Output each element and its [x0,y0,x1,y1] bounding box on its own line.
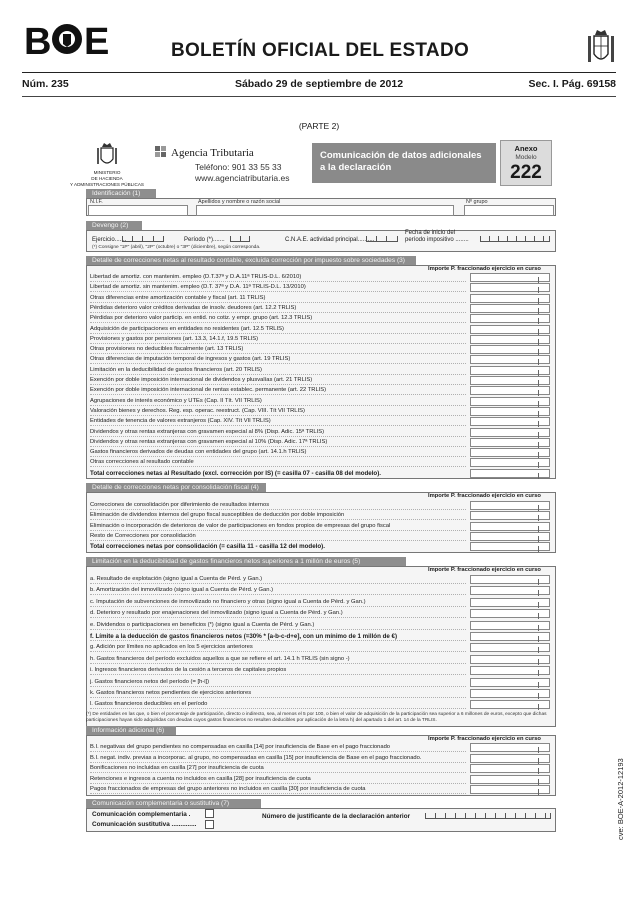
sec5-row-label: f. Límite a la deducción de gastos financieros netos (=30% * [a-b-c-d+e], con un mínimo de 1 millón de €) [90,633,398,640]
sec3-row-label: Dividendos y otras rentas extranjeras con gravamen especial al 10% (Disp. Adic. 17ª TRLIS) [90,438,328,445]
sec4-row-label: Eliminación o incorporación de deterioros de valor de participaciones en fondos propios de empresas del grupo fiscal [90,522,391,529]
sec3-row-label: Pérdidas por deterioro valor particip. en entid. no cotiz. y empr. grupo (art. 12.3 TRLIS) [90,315,313,322]
sec3-amount-field[interactable] [470,294,550,303]
sec4-total-field[interactable] [470,542,550,551]
model-box [500,140,552,186]
leader-line [90,594,466,595]
leader-line [90,606,466,607]
sec6-row-label: Bonificaciones no incluidas en casilla [27] por insuficiencia de cuota [90,765,264,772]
sec5-amount-field[interactable] [470,700,550,709]
sec3-row-label: Entidades de tenencia de valores extranjeros (Cap. XIV. Tít VII TRLIS) [90,418,271,425]
sec3-row-label: Valoración bienes y derechos. Reg. esp. operac. reestruct. (Cap. VIII. Tít VII TRLIS) [90,407,305,414]
ministry-block [62,142,152,188]
sec5-footnote: (*) De entidades en las que, o bien el porcentaje de participación, directo o indirecto, sea, al menos el 5 por 100, o bien el valor de adquisición de la participación sea superior a 6 millones de euros, excepto que dichas participaciones hayan sido adquiridas con deudas cuyos gastos financieros no resulten deducibles por aplicación de la letra h) del apartado 1 del art. 14 de la TRLIS. [86,712,547,723]
leader-line [90,793,466,794]
sec3-row-label: Dividendos y otras rentas extranjeras con gravamen especial al 8% (Disp. Adic. 15ª TRLIS) [90,428,325,435]
sec3-total-field[interactable] [470,469,550,478]
boe-logo [24,20,110,58]
issue-meta [22,78,616,92]
sec3-amount-field[interactable] [470,448,550,457]
sec3-row-label: Pérdidas deterioro valor créditos derivadas de insolv. deudores (art. 12.2 TRLIS) [90,304,297,311]
sec5-row-label: a. Resultado de explotación (signo igual a Cuenta de Pérd. y Gan.) [90,576,263,582]
nif-field[interactable] [88,205,188,216]
sec6-row-label: Retenciones e ingresos a cuenta no incluidos en casilla [28] por insuficiencia de cuota [90,775,311,782]
leader-line [90,617,466,618]
sec3-amount-field[interactable] [470,283,550,292]
sec7-title: Comunicación complementaria o sustitutiva (7) [86,799,261,808]
leader-line [90,651,466,652]
form-title-banner [312,143,496,183]
agency-name: Agencia Tributaria [171,147,254,159]
sec3-amount-field[interactable] [470,304,550,313]
sec4-total-label: Total correcciones netas por consolidación (= casilla 11 - casilla 12 del modelo). [90,543,325,551]
sec3-amount-field[interactable] [470,325,550,334]
sec3-row-label: Adquisición de participaciones en entidades no residentes (art. 12.5 TRLIS) [90,325,284,332]
sec3-amount-field[interactable] [470,407,550,416]
periodo-label: Período (*)....... [184,237,225,243]
issue-date: Sábado 29 de septiembre de 2012 [234,78,404,90]
parte-label: (PARTE 2) [298,121,340,131]
sec3-amount-field[interactable] [470,438,550,447]
sec3-total-label: Total correcciones netas al Resultado (excl. corrección por IS) (= casilla 07 - casilla 08 del modelo). [90,469,381,477]
sec3-row-label: Provisiones y gastos por pensiones (art. 13.3, 14.1.f, 19.5 TRLIS) [90,335,259,342]
form-title-line2: a la declaración [320,162,392,173]
sec3-amount-field[interactable] [470,355,550,364]
anexo-label: Anexo [514,144,538,153]
sustitutiva-label: Comunicación sustitutiva .............. [92,821,197,828]
fecha-label-1: Fecha de inicio del [405,230,456,236]
fecha-field[interactable] [480,233,550,242]
sec5-amount-field[interactable] [470,632,550,641]
spain-coat-of-arms-icon [585,28,617,68]
sec3-amount-field[interactable] [470,428,550,437]
sec3-amount-field[interactable] [470,345,550,354]
leader-line [90,708,466,709]
group-label: Nº grupo [466,199,488,205]
form-title-line1: Comunicación de datos adicionales [320,150,482,161]
sec3-amount-field[interactable] [470,314,550,323]
ejercicio-label: Ejercicio....... [92,237,127,243]
sec4-amount-field[interactable] [470,532,550,541]
sec5-amount-field[interactable] [470,575,550,584]
sec5-importe-head: Importe P. fraccionado ejercicio en curso [428,567,541,573]
sec3-amount-field[interactable] [470,335,550,344]
sec4-amount-field[interactable] [470,522,550,531]
sec3-amount-field[interactable] [470,273,550,282]
leader-line [90,674,466,675]
leader-line [90,640,466,641]
sec6-importe-head: Importe P. fraccionado ejercicio en curso [428,736,541,742]
sec3-row-label: Exención por doble imposición internacional de dividendos y plusvalías (art. 21 TRLIS) [90,377,313,383]
sec4-title: Detalle de correcciones netas por consolidación fiscal (4) [86,483,266,492]
sec6-row-label: Pagos fraccionados de empresas del grupo anteriores no incluidos en casilla [30] por insuficiencia de cuota [90,786,366,793]
sec5-row-label: e. Dividendos o participaciones en beneficios (*) (signo igual a Cuenta de Pérd. y Gan.) [90,621,315,628]
leader-line [90,686,466,687]
sec5-amount-field[interactable] [470,655,550,664]
agency-phone: Teléfono: 901 33 55 33 [195,162,282,172]
sec3-amount-field[interactable] [470,386,550,395]
sec3-amount-field[interactable] [470,458,550,467]
complementaria-checkbox[interactable] [205,809,214,818]
sec3-row-label: Libertad de amortiz. con mantenim. empleo (D.T.37ª y D.A.11ª TRLIS-D.L. 6/2010) [90,274,302,280]
sustitutiva-checkbox[interactable] [205,820,214,829]
cnae-field[interactable] [366,233,398,242]
sec5-row-label: j. Gastos financieros netos del período (= [h-i]) [90,678,210,685]
sec5-row-label: d. Deterioro y resultado por enajenaciones del inmovilizado (signo igual a Cuenta de Pérd. y Gan.) [90,610,343,617]
sec6-row-label: B.I. negat. indiv. previas a incorporac. al grupo, no compensadas en casilla [15] por insuficiencia de Base en el pago fraccionado. [90,754,422,761]
identificacion-title: Identificación (1) [86,189,156,198]
sec3-amount-field[interactable] [470,376,550,385]
svg-text:E: E [84,21,110,58]
sec5-amount-field[interactable] [470,666,550,675]
sec3-importe-head: Importe P. fraccionado ejercicio en curso [428,266,541,272]
header-rule [22,72,616,73]
sec4-row-label: Correcciones de consolidación por diferimiento de resultados internos [90,502,270,508]
sec3-row-label: Gastos financieros derivados de deudas con entidades del grupo (art. 14.1.h TRLIS) [90,449,307,456]
model-label: Modelo [515,154,537,161]
fecha-label-2: período impositivo ........ [405,237,469,243]
sec3-row-label: Otras diferencias de imputación temporal de ingresos y gastos (art. 19 TRLIS) [90,356,291,363]
ministry-line: MINISTERIO [93,170,121,175]
leader-line [90,663,466,664]
svg-text:B: B [24,21,52,58]
ejercicio-field[interactable] [122,233,164,242]
sec5-row-label: h. Gastos financieros del período excluidos aquellos a que se refiere el art. 14.1 h TRLIS (sin signo -) [90,655,350,662]
sec6-amount-field[interactable] [470,785,550,794]
section-page: Sec. I. Pág. 69158 [528,78,616,90]
leader-line [90,697,466,698]
sec5-amount-field[interactable] [470,689,550,698]
devengo-title: Devengo (2) [86,221,142,230]
periodo-note: (*) Consigne "1P" (abril), "2P" (octubre) o "3P" (diciembre), según corresponda. [92,245,261,250]
group-field[interactable] [464,205,554,216]
sec5-row-label: g. Adición por límites no aplicados en los 5 ejercicios anteriores [90,644,253,651]
sec5-amount-field[interactable] [470,609,550,618]
sec3-amount-field[interactable] [470,397,550,406]
agency-logo-icon [155,146,167,158]
justificante-field[interactable] [425,810,551,819]
sec3-amount-field[interactable] [470,366,550,375]
meta-rule [22,96,616,97]
sec5-row-label: k. Gastos financieros netos pendientes de ejercicios anteriores [90,690,252,696]
complementaria-label: Comunicación complementaria . [92,811,191,818]
sec5-amount-field[interactable] [470,678,550,687]
sec6-title: Información adicional (6) [86,726,176,735]
sec5-amount-field[interactable] [470,643,550,652]
sec3-row-label: Exención por doble imposición internacional de rentas establec. permanente (art. 22 TRLIS) [90,387,327,394]
sec5-row-label: c. Imputación de subvenciones de inmovilizado no financiero y otras (signo igual a Cuenta de Pérd. y Gan.) [90,598,366,605]
sec3-row-label: Otras provisiones no deducibles fiscalmente (art. 13 TRLIS) [90,346,244,353]
sec6-amount-field[interactable] [470,754,550,763]
sec5-amount-field[interactable] [470,586,550,595]
sec6-amount-field[interactable] [470,764,550,773]
leader-line [90,583,466,584]
sec3-title: Detalle de correcciones netas al resultado contable, excluida corrección por impuesto sobre sociedades (3) [86,256,416,265]
nif-label: N.I.F. [90,199,103,205]
cnae-label: C.N.A.E. actividad principal.......... [285,237,375,243]
sec5-row-label: l. Gastos financieros deducibles en el período [90,701,208,708]
model-number: 222 [510,162,542,183]
sec4-amount-field[interactable] [470,501,550,510]
sec3-amount-field[interactable] [470,417,550,426]
sec3-row-label: Otras correcciones al resultado contable [90,459,194,466]
sec5-row-label: b. Amortización del inmovilizado (signo igual a Cuenta de Pérd. y Gan.) [90,587,274,594]
document-code: cve: BOE-A-2012-12193 [616,758,625,840]
ministry-line: Y ADMINISTRACIONES PÚBLICAS [70,182,144,187]
sec6-row-label: B.I. negativas del grupo pendientes no compensadas en casilla [14] por insuficiencia de Base en el pago fraccionado [90,744,391,750]
sec5-title: Limitación en la deducibilidad de gastos financieros netos superiores a 1 millón de euros (5) [86,557,406,566]
name-field[interactable] [196,205,454,216]
sec4-importe-head: Importe P. fraccionado ejercicio en curso [428,493,541,499]
sec4-row-label: Eliminación de dividendos internos del grupo fiscal susceptibles de deducción por doble imposición [90,512,345,519]
sec5-amount-field[interactable] [470,621,550,630]
sec6-amount-field[interactable] [470,743,550,752]
sec3-row-label: Limitación en la deducibilidad de gastos financieros (art. 20 TRLIS) [90,366,262,373]
name-label: Apellidos y nombre o razón social [198,199,281,205]
sec5-row-label: i. Ingresos financieros derivados de la cesión a terceros de capitales propios [90,667,287,674]
agency-brand [155,146,254,159]
sec5-amount-field[interactable] [470,598,550,607]
agency-web[interactable]: www.agenciatributaria.es [195,173,290,183]
sec6-amount-field[interactable] [470,775,550,784]
justificante-label: Número de justificante de la declaración anterior [262,813,411,820]
ministry-crest-icon [96,142,118,168]
sec4-amount-field[interactable] [470,511,550,520]
ministry-line: DE HACIENDA [91,176,123,181]
leader-line [90,629,466,630]
issue-number: Núm. 235 [22,78,69,90]
sec3-row-label: Libertad de amortiz. sin mantenim. empleo (D.T. 37ª y D.A. 11ª TRLIS-D.L. 13/2010) [90,284,306,291]
periodo-field[interactable] [230,233,250,242]
sec4-row-label: Resto de Correcciones por consolidación [90,532,196,539]
sec3-row-label: Otras diferencias entre amortización contable y fiscal (art. 11 TRLIS) [90,294,266,301]
sec3-row-label: Agrupaciones de interés económico y UTEs (Cap. II Tít. VII TRLIS) [90,397,262,404]
masthead-title: BOLETÍN OFICIAL DEL ESTADO [170,40,470,61]
